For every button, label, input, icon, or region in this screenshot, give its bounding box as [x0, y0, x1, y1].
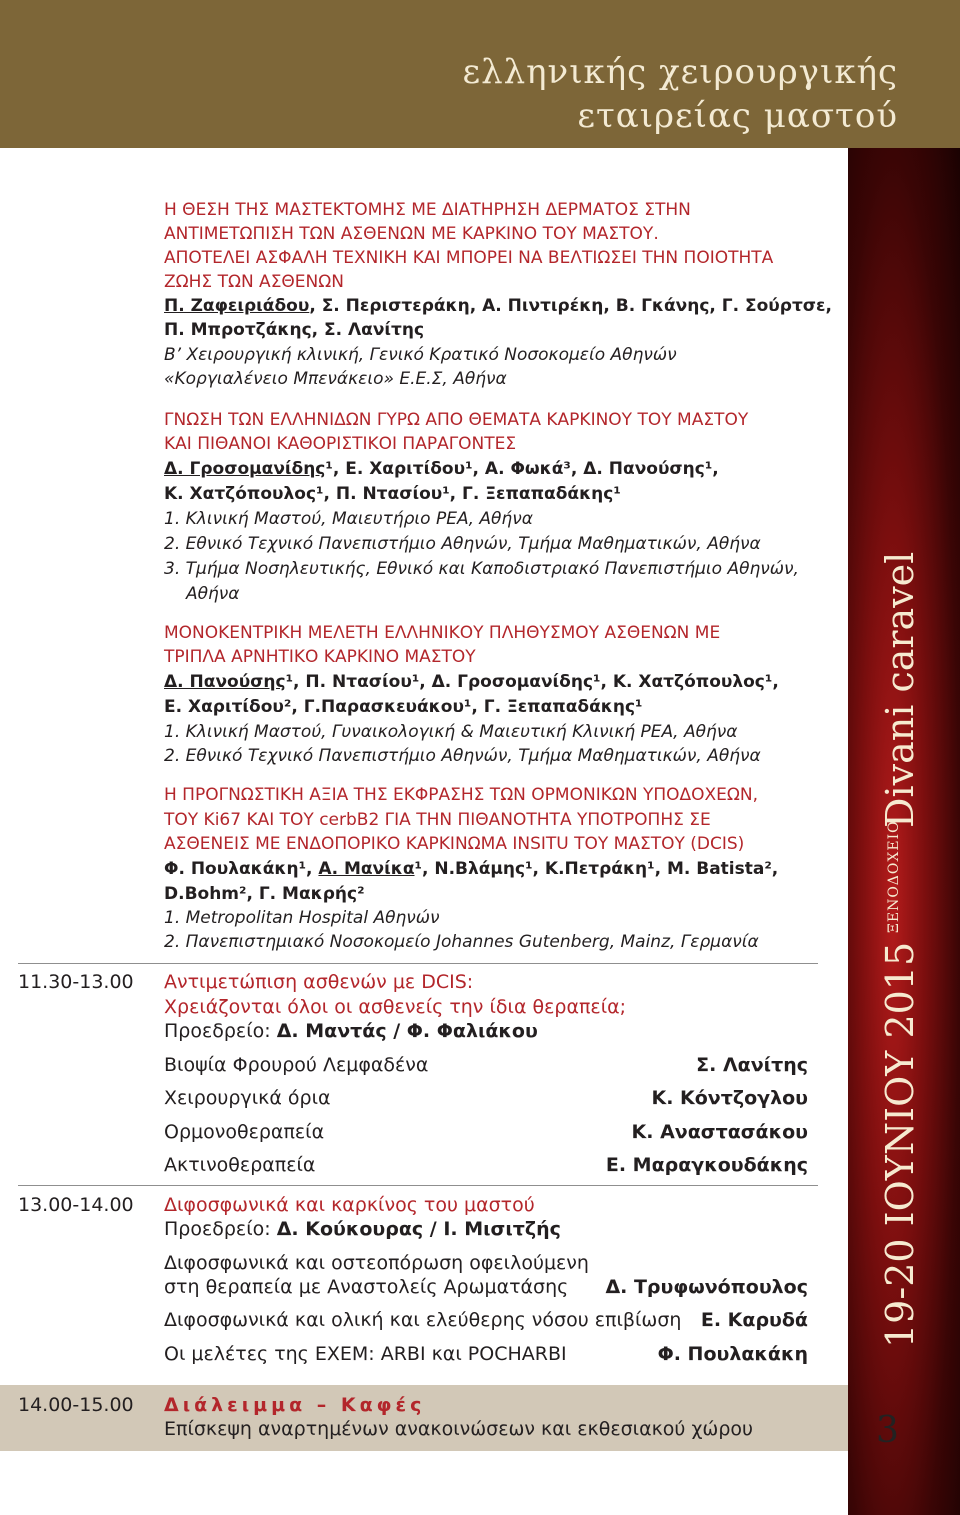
- divider: [18, 1185, 818, 1186]
- session-chairs: Προεδρείο: Δ. Μαντάς / Φ. Φαλιάκου: [164, 1020, 538, 1042]
- abstract-affiliation: Β’ Χειρουργική κλινική, Γενικό Κρατικό Νοσοκομείο Αθηνών: [164, 345, 677, 365]
- abstract-title-line: ΚΑΙ ΠΙΘΑΝΟΙ ΚΑΘΟΡΙΣΤΙΚΟΙ ΠΑΡΑΓΟΝΤΕΣ: [164, 434, 517, 454]
- abstract-authors: Δ. Γροσομανίδης¹, Ε. Χαριτίδου¹, Α. Φωκά³, Δ. Πανούσης¹,: [164, 459, 719, 479]
- abstract-authors: D.Bohm², Γ. Μακρής²: [164, 884, 365, 904]
- talk-topic: Ακτινοθεραπεία: [164, 1154, 316, 1176]
- abstract-affiliation: 3. Τμήμα Νοσηλευτικής, Εθνικό και Καποδιστριακό Πανεπιστήμιο Αθηνών,: [164, 559, 799, 579]
- session-title-line: Χρειάζονται όλοι οι ασθενείς την ίδια θεραπεία;: [164, 996, 627, 1018]
- sidebar-banner: [848, 148, 960, 1515]
- talk-topic: Διφοσφωνικά και οστεοπόρωση οφειλούμενη: [164, 1252, 589, 1274]
- abstract-affiliation: 1. Metropolitan Hospital Αθηνών: [164, 908, 440, 928]
- abstract-title-line: ΤΡΙΠΛΑ ΑΡΝΗΤΙΚΟ ΚΑΡΚΙΝΟ ΜΑΣΤΟΥ: [164, 647, 476, 667]
- abstract-title-line: ΤΟΥ Ki67 ΚΑΙ ΤΟΥ cerbB2 ΓΙΑ ΤΗΝ ΠΙΘΑΝΟΤΗΤΑ ΥΠΟΤΡΟΠΗΣ ΣΕ: [164, 810, 711, 830]
- hotel-prefix: ΞΕΝΟΔΟΧΕΙΟ: [886, 820, 902, 933]
- abstract-authors: Ε. Χαριτίδου², Γ.Παρασκευάκου¹, Γ. Ξεπαπαδάκης¹: [164, 697, 643, 717]
- divider: [18, 963, 818, 964]
- session-chairs: Προεδρείο: Δ. Κούκουρας / Ι. Μισιτζής: [164, 1218, 561, 1240]
- abstract-title-line: Η ΠΡΟΓΝΩΣΤΙΚΗ ΑΞΙΑ ΤΗΣ ΕΚΦΡΑΣΗΣ ΤΩΝ ΟΡΜΟΝΙΚΩΝ ΥΠΟΔΟΧΕΩΝ,: [164, 785, 759, 805]
- talk-topic: Διφοσφωνικά και ολική και ελεύθερης νόσου επιβίωση: [164, 1309, 682, 1331]
- abstract-affiliation: Αθήνα: [186, 584, 240, 604]
- talk-speaker: Δ. Τρυφωνόπουλος: [605, 1276, 808, 1298]
- abstract-title-line: ΓΝΩΣΗ ΤΩΝ ΕΛΛΗΝΙΔΩΝ ΓΥΡΩ ΑΠΟ ΘΕΜΑΤΑ ΚΑΡΚΙΝΟΥ ΤΟΥ ΜΑΣΤΟΥ: [164, 410, 749, 430]
- abstract-affiliation: 1. Κλινική Μαστού, Μαιευτήριο ΡΕΑ, Αθήνα: [164, 509, 533, 529]
- talk-speaker: Ε. Μαραγκουδάκης: [605, 1154, 808, 1176]
- talk-topic: στη θεραπεία με Αναστολείς Αρωματάσης: [164, 1276, 569, 1298]
- abstract-title-line: ΑΠΟΤΕΛΕΙ ΑΣΦΑΛΗ ΤΕΧΝΙΚΗ ΚΑΙ ΜΠΟΡΕΙ ΝΑ ΒΕΛΤΙΩΣΕΙ ΤΗΝ ΠΟΙΟΤΗΤΑ: [164, 248, 774, 268]
- abstract-authors: Π. Ζαφειριάδου, Σ. Περιστεράκη, Α. Πιντιρέκη, Β. Γκάνης, Γ. Σούρτσε,: [164, 296, 832, 316]
- talk-topic: Οι μελέτες της ΕΧΕΜ: ARBI και POCHARBI: [164, 1343, 567, 1365]
- abstract-authors: Κ. Χατζόπουλος¹, Π. Ντασίου¹, Γ. Ξεπαπαδάκης¹: [164, 484, 621, 504]
- abstract-title-line: ΑΣΘΕΝΕΙΣ ΜΕ ΕΝΔΟΠΟΡΙΚΟ ΚΑΡΚΙΝΩΜΑ INSITU ΤΟΥ ΜΑΣΤΟΥ (DCIS): [164, 834, 745, 854]
- session-title-line: Αντιμετώπιση ασθενών με DCIS:: [164, 971, 474, 993]
- abstract-title-line: ΑΝΤΙΜΕΤΩΠΙΣΗ ΤΩΝ ΑΣΘΕΝΩΝ ΜΕ ΚΑΡΚΙΝΟ ΤΟΥ ΜΑΣΤΟΥ.: [164, 224, 659, 244]
- talk-topic: Χειρουργικά όρια: [164, 1087, 331, 1109]
- abstract-affiliation: «Κοργιαλένειο Μπενάκειο» Ε.Ε.Σ, Αθήνα: [164, 369, 507, 389]
- break-title: Διάλειμμα – Καφές: [164, 1394, 426, 1416]
- break-note: Επίσκεψη αναρτημένων ανακοινώσεων και εκθεσιακού χώρου: [164, 1418, 754, 1440]
- abstract-affiliation: 2. Εθνικό Τεχνικό Πανεπιστήμιο Αθηνών, Τμήμα Μαθηματικών, Αθήνα: [164, 534, 761, 554]
- talk-speaker: Σ. Λανίτης: [696, 1054, 808, 1076]
- talk-topic: Ορμονοθεραπεία: [164, 1121, 325, 1143]
- abstract-title-line: ΖΩΗΣ ΤΩΝ ΑΣΘΕΝΩΝ: [164, 272, 344, 292]
- session-time: 14.00-15.00: [18, 1394, 134, 1416]
- talk-speaker: Κ. Κόντζογλου: [651, 1087, 808, 1109]
- abstract-affiliation: 2. Εθνικό Τεχνικό Πανεπιστήμιο Αθηνών, Τμήμα Μαθηματικών, Αθήνα: [164, 746, 761, 766]
- abstract-affiliation: 1. Κλινική Μαστού, Γυναικολογική & Μαιευτική Κλινική ΡΕΑ, Αθήνα: [164, 722, 738, 742]
- talk-speaker: Ε. Καρυδά: [700, 1309, 808, 1331]
- session-time: 11.30-13.00: [18, 971, 134, 993]
- event-dates: 19-20 ΙΟΥΝΙΟΥ 2015: [878, 941, 922, 1348]
- abstract-authors: Π. Μπροτζάκης, Σ. Λανίτης: [164, 320, 425, 340]
- header-title-line1: ελληνικής χειρουργικής: [462, 52, 898, 92]
- talk-speaker: Φ. Πουλακάκη: [657, 1343, 808, 1365]
- abstract-authors: Φ. Πουλακάκη¹, Α. Μανίκα¹, Ν.Βλάμης¹, Κ.Πετράκη¹, Μ. Batista²,: [164, 859, 779, 879]
- abstract-affiliation: 2. Πανεπιστημιακό Νοσοκομείο Johannes Gutenberg, Mainz, Γερμανία: [164, 932, 759, 952]
- page-header: [0, 0, 960, 148]
- session-time: 13.00-14.00: [18, 1194, 134, 1216]
- talk-topic: Βιοψία Φρουρού Λεμφαδένα: [164, 1054, 429, 1076]
- abstract-title-line: ΜΟΝΟΚΕΝΤΡΙΚΗ ΜΕΛΕΤΗ ΕΛΛΗΝΙΚΟΥ ΠΛΗΘΥΣΜΟΥ ΑΣΘΕΝΩΝ ΜΕ: [164, 623, 721, 643]
- talk-speaker: Κ. Αναστασάκου: [631, 1121, 808, 1143]
- page-number: 3: [876, 1410, 899, 1451]
- session-title-line: Διφοσφωνικά και καρκίνος του μαστού: [164, 1194, 535, 1216]
- abstract-title-line: Η ΘΕΣΗ ΤΗΣ ΜΑΣΤΕΚΤΟΜΗΣ ΜΕ ΔΙΑΤΗΡΗΣΗ ΔΕΡΜΑΤΟΣ ΣΤΗΝ: [164, 200, 691, 220]
- hotel-brand: Divani caravel: [878, 551, 922, 828]
- abstract-authors: Δ. Πανούσης¹, Π. Ντασίου¹, Δ. Γροσομανίδης¹, Κ. Χατζόπουλος¹,: [164, 672, 779, 692]
- header-title-line2: εταιρείας μαστού: [577, 96, 898, 136]
